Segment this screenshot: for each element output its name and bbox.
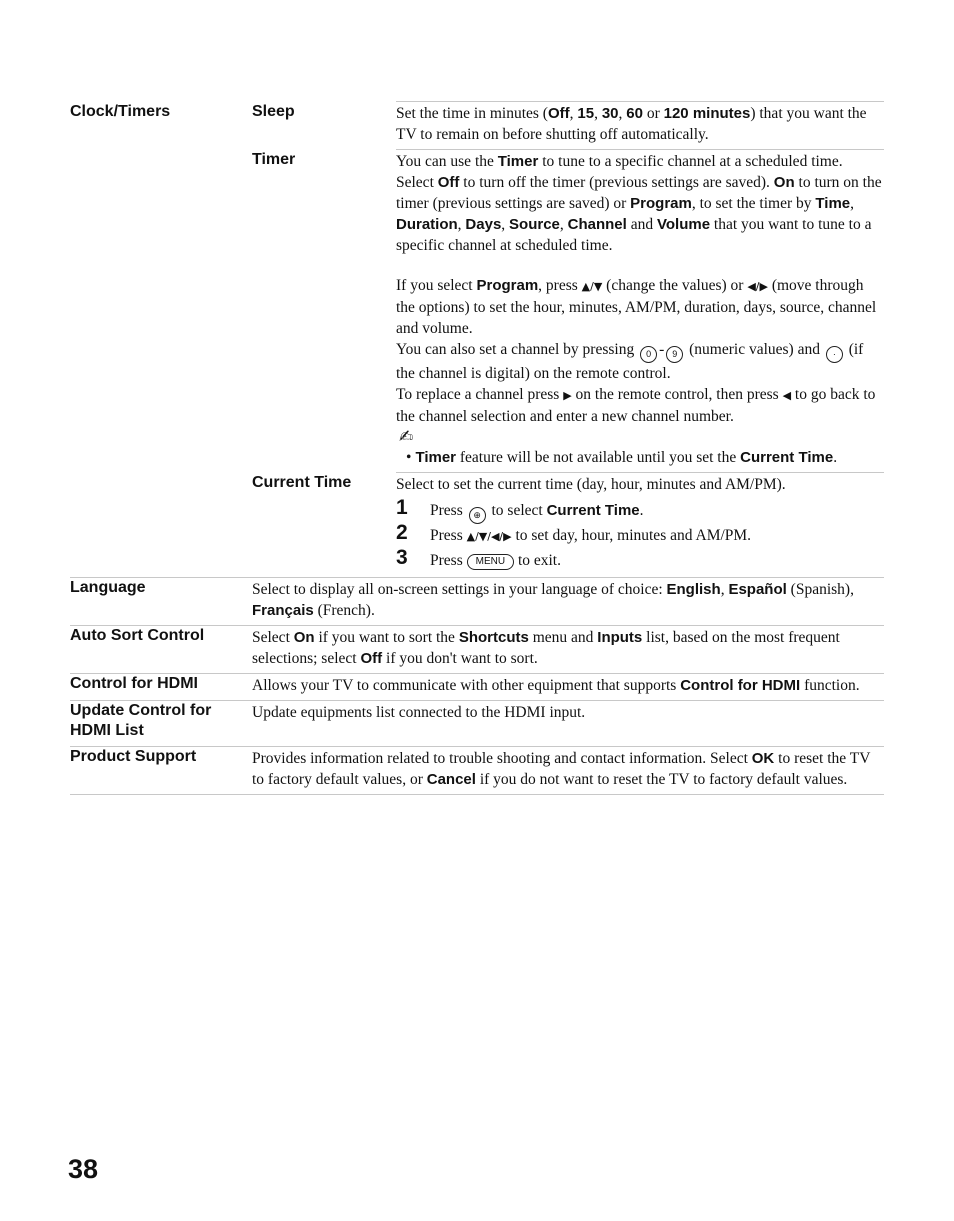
section-label-control-hdmi: Control for HDMI: [70, 675, 198, 692]
note-pencil-icon: ✍: [399, 427, 414, 447]
row-timer: [70, 149, 884, 472]
row-current-time: [70, 472, 884, 577]
timer-paragraph-2: Select Off to turn off the timer (previous settings are saved). On to turn on the timer (previous settings are saved) or Program, to set the timer by Time, Duration, Days, Source, Channel and Volume that you want to tune to a specific channel at scheduled time.: [396, 174, 882, 254]
item-label-current-time: Current Time: [252, 474, 352, 491]
auto-sort-description: Select On if you want to sort the Shortcuts menu and Inputs list, based on the most frequent selections; select Off if you don't want to sort.: [252, 629, 840, 667]
row-update-hdmi: [70, 700, 884, 746]
timer-note: • Timer feature will be not available until you set the Current Time.: [406, 449, 838, 466]
sleep-description: Set the time in minutes (Off, 15, 30, 60 or 120 minutes) that you want the TV to remain on before shutting off automatically.: [396, 101, 884, 149]
section-label-language: Language: [70, 579, 146, 596]
zero-button-icon: 0: [640, 346, 657, 363]
step-2: 2 Press ▲/▼/◀/▶ to set day, hour, minutes and AM/PM.: [396, 521, 752, 544]
timer-description: [396, 149, 884, 472]
row-control-hdmi: [70, 673, 884, 700]
enter-button-icon: ⊕: [469, 507, 486, 524]
section-label-update-hdmi: Update Control for HDMI List: [70, 702, 212, 739]
step-3: 3 Press MENU to exit.: [396, 546, 561, 569]
language-description: Select to display all on-screen settings in your language of choice: English, Español (Spanish), Français (French).: [252, 581, 854, 619]
row-auto-sort: [70, 625, 884, 673]
right-arrow-icon: ▶: [563, 389, 572, 402]
nine-button-icon: 9: [666, 346, 683, 363]
timer-paragraph-5: To replace a channel press ▶ on the remote control, then press ◀ to go back to the channel selection and enter a new channel number.: [396, 386, 876, 425]
current-time-intro: Select to set the current time (day, hour, minutes and AM/PM).: [396, 476, 786, 493]
dot-button-icon: ·: [826, 346, 843, 363]
row-product-support: [70, 746, 884, 795]
row-sleep: [70, 101, 884, 149]
product-support-description: Provides information related to trouble shooting and contact information. Select OK to reset the TV to factory default values, or Cancel if you do not want to reset the TV to factory default values.: [252, 750, 871, 788]
timer-paragraph-3: If you select Program, press ▲/▼ (change the values) or ◀/▶ (move through the options) to set the hour, minutes, AM/PM, duration, days, source, channel and volume.: [396, 277, 877, 337]
control-hdmi-description: Allows your TV to communicate with other equipment that supports Control for HDMI function.: [252, 677, 860, 694]
direction-arrows-icon: ▲/▼/◀/▶: [466, 530, 512, 543]
section-label-auto-sort: Auto Sort Control: [70, 627, 205, 644]
step-1: 1 Press ⊕ to select Current Time.: [396, 499, 884, 524]
section-label-clock-timers: Clock/Timers: [70, 103, 171, 120]
row-language: [70, 577, 884, 625]
timer-paragraph-1: You can use the Timer to tune to a specific channel at a scheduled time.: [396, 153, 843, 170]
current-time-description: [396, 472, 884, 577]
page-number: 38: [68, 1154, 99, 1184]
item-label-sleep: Sleep: [252, 103, 295, 120]
item-label-timer: Timer: [252, 151, 296, 168]
settings-table: [70, 101, 884, 795]
left-right-arrows-icon: ◀/▶: [747, 280, 768, 293]
section-label-product-support: Product Support: [70, 748, 197, 765]
up-down-arrows-icon: ▲/▼: [581, 280, 603, 293]
timer-paragraph-4: You can also set a channel by pressing 0 - 9 (numeric values) and · (if the channel is digital) on the remote control.: [396, 341, 864, 382]
left-arrow-icon: ◀: [782, 389, 792, 402]
update-hdmi-description: Update equipments list connected to the HDMI input.: [252, 704, 586, 721]
menu-button-icon: MENU: [467, 554, 514, 570]
